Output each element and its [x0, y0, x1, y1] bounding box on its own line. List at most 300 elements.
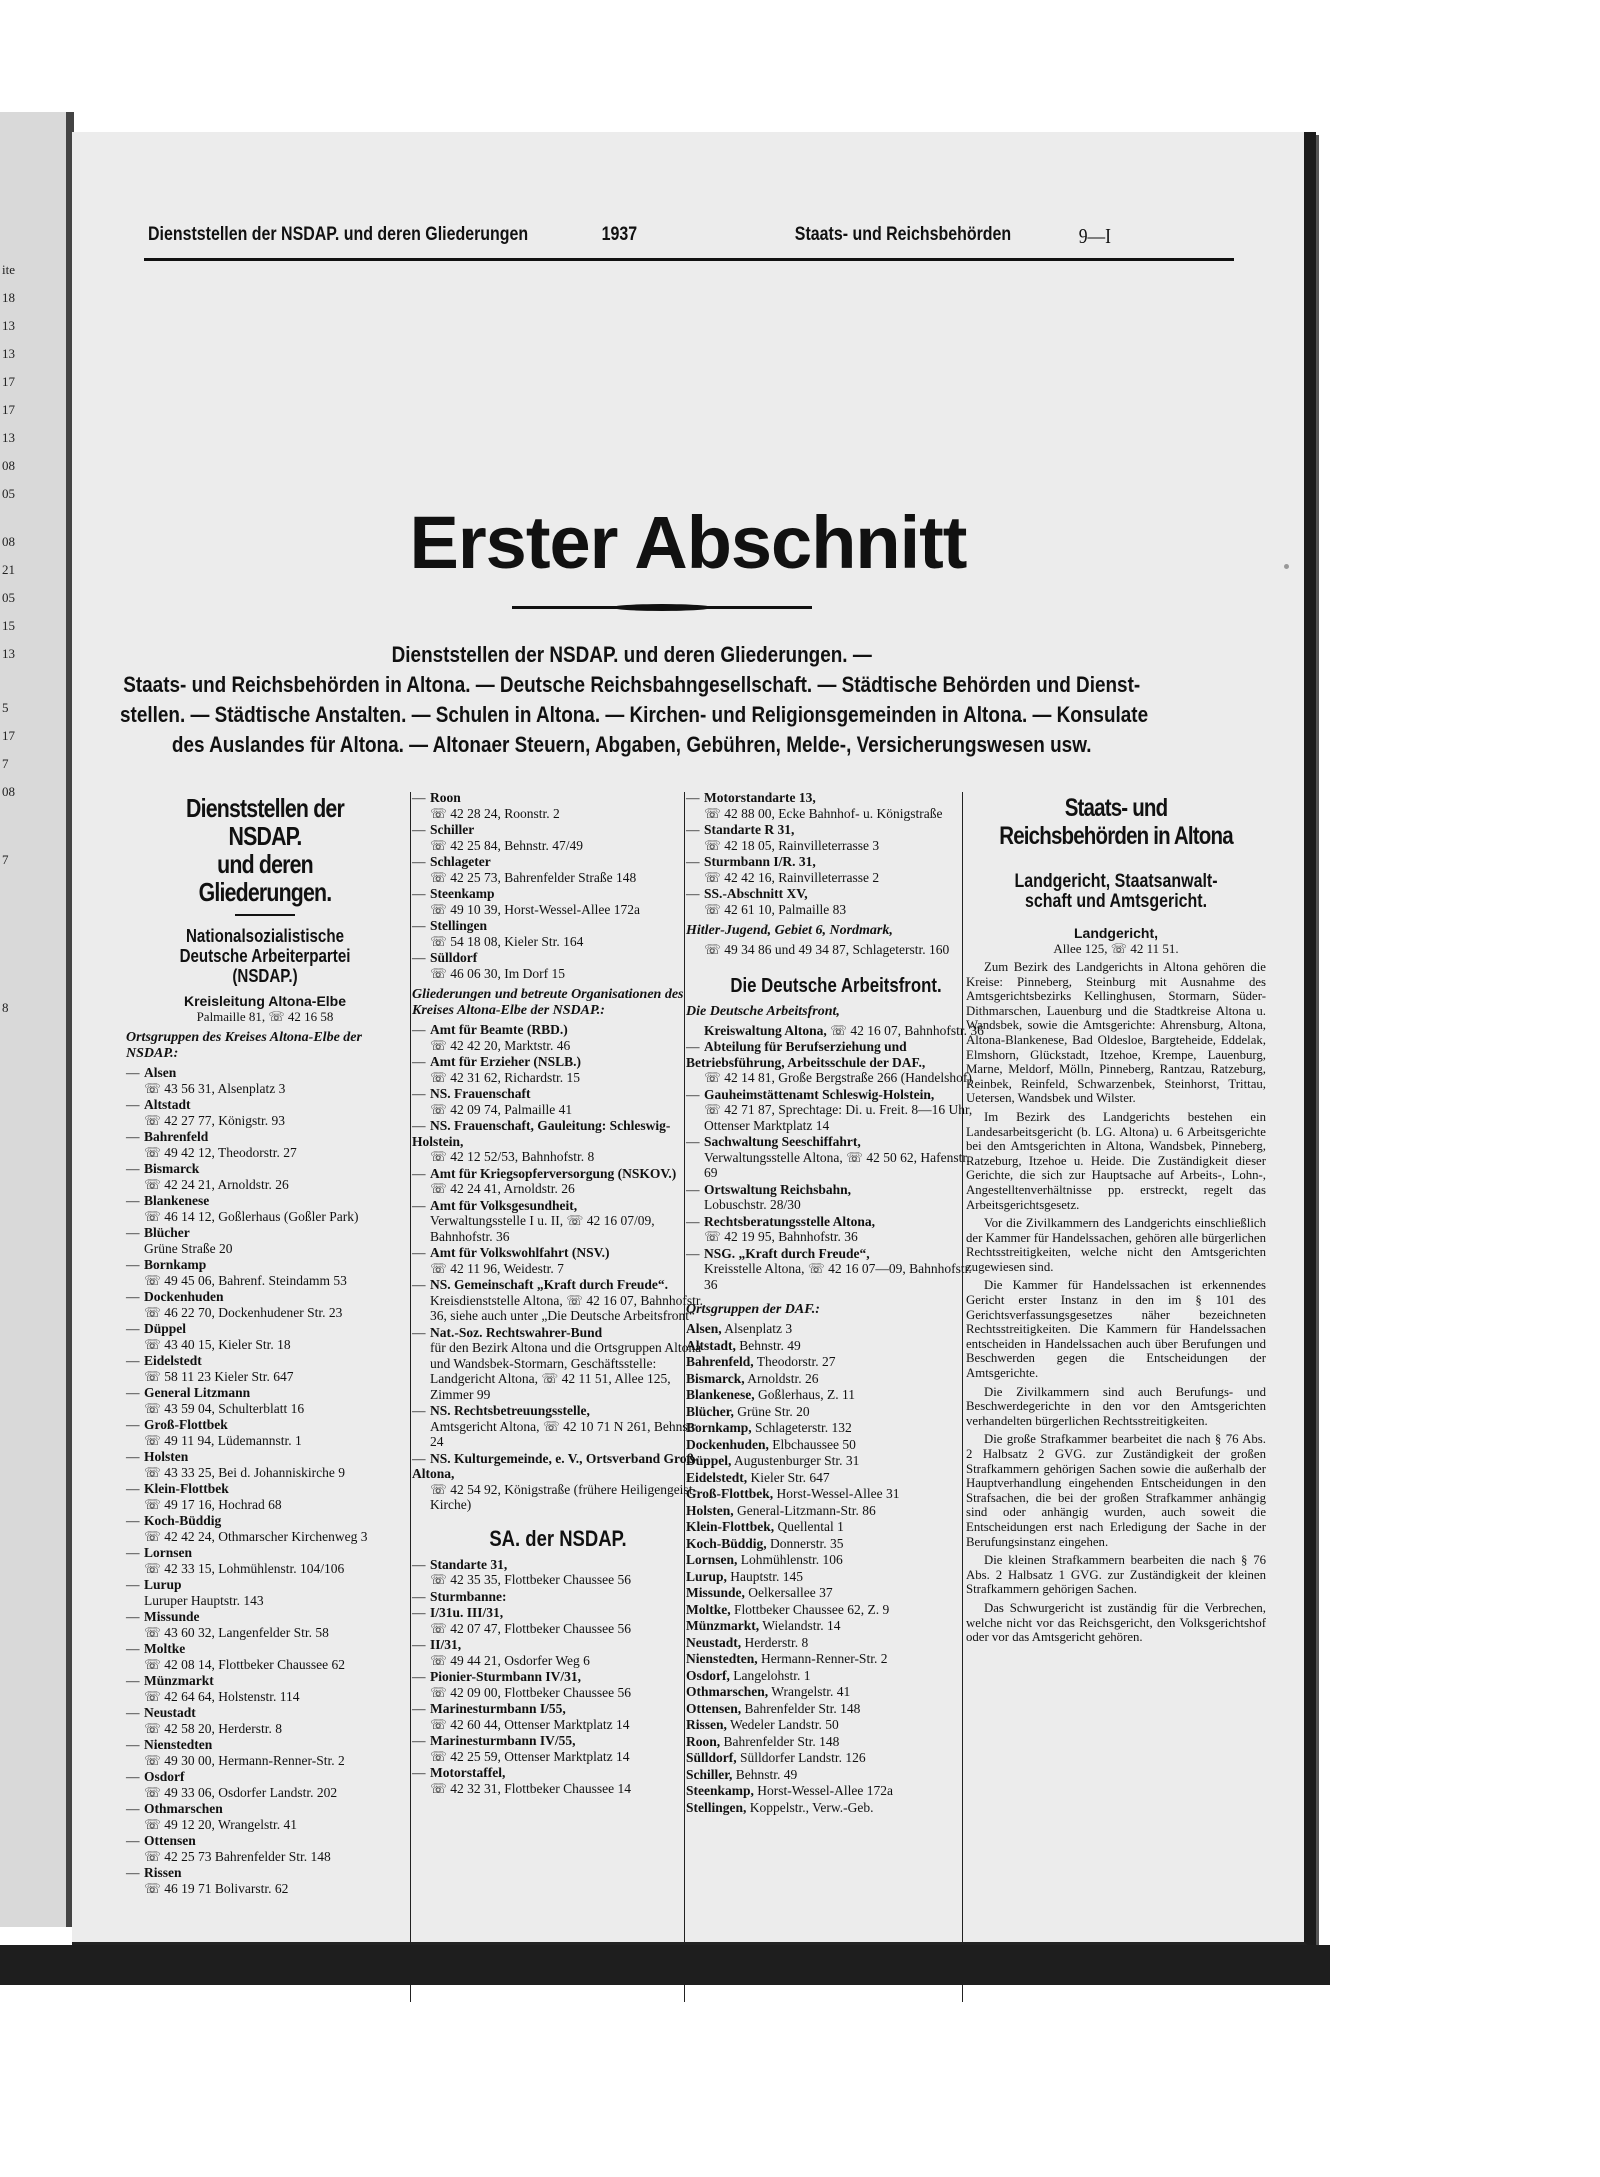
- list-item: [686, 1404, 986, 1420]
- entry-name: Ottensen,: [686, 1700, 742, 1716]
- landgericht-heading: Landgericht, Staatsanwalt- schaft und Amtsgericht.: [1014, 871, 1218, 912]
- entry-name: Bismarck: [144, 1161, 200, 1176]
- list-dash: —: [412, 950, 426, 965]
- list-item: [412, 790, 704, 821]
- list-item: [686, 1503, 986, 1519]
- list-item: [412, 1557, 704, 1588]
- list-item: [126, 1641, 404, 1672]
- list-item: [686, 1651, 986, 1667]
- margin-number: 13: [2, 318, 15, 333]
- list-item: [412, 1669, 704, 1700]
- list-item: [686, 1371, 986, 1387]
- entry-detail: ☏ 42 09 00, Flottbeker Chaussee 56: [430, 1684, 631, 1700]
- margin-number: 13: [2, 346, 15, 361]
- list-dash: —: [126, 1129, 140, 1144]
- list-item: [126, 1065, 404, 1096]
- entry-detail: ☏ 42 58 20, Herderstr. 8: [144, 1720, 282, 1736]
- entry-name: Bahrenfeld,: [686, 1354, 754, 1369]
- entry-detail: Wrangelstr. 41: [771, 1684, 851, 1699]
- entry-name: Rissen,: [686, 1717, 727, 1732]
- entry-detail: Langelohstr. 1: [733, 1667, 811, 1683]
- column-3: [686, 790, 986, 1816]
- entry-detail: ☏ 42 42 20, Marktstr. 46: [430, 1037, 571, 1053]
- list-item: [686, 1470, 986, 1486]
- entry-detail: ☏ 49 12 20, Wrangelstr. 41: [144, 1816, 297, 1832]
- list-item: [686, 1569, 986, 1585]
- entry-detail: ☏ 43 56 31, Alsenplatz 3: [144, 1080, 286, 1096]
- list-dash: —: [126, 1289, 140, 1304]
- list-dash: —: [686, 1245, 700, 1261]
- list-item: [686, 1519, 986, 1535]
- entry-name: Bornkamp: [144, 1257, 207, 1272]
- entry-detail: ☏ 58 11 23 Kieler Str. 647: [144, 1368, 294, 1384]
- landgericht-description: [966, 960, 1266, 1645]
- list-item: [686, 854, 986, 885]
- list-item: [412, 1451, 704, 1513]
- list-item: [126, 1705, 404, 1736]
- sa-heading: SA. der NSDAP.: [489, 1525, 627, 1551]
- list-item: [412, 1245, 704, 1276]
- list-item: [412, 1277, 704, 1324]
- staats-heading: Staats- und Reichsbehörden in Altona: [999, 794, 1233, 850]
- entry-detail: ☏ 43 33 25, Bei d. Johanniskirche 9: [144, 1464, 345, 1480]
- list-item: [412, 1733, 704, 1764]
- list-item: [412, 1701, 704, 1732]
- entry-detail: Elbchaussee 50: [772, 1436, 856, 1452]
- list-dash: —: [412, 1733, 426, 1748]
- list-item: [412, 822, 704, 853]
- scan-bottom-edge: [0, 1945, 1330, 1985]
- list-item: [686, 1668, 986, 1684]
- entry-name: Eidelstedt: [144, 1353, 202, 1368]
- list-item: [126, 1769, 404, 1800]
- entry-name: Blankenese,: [686, 1387, 755, 1402]
- sa-list-continued: [686, 790, 986, 917]
- entry-detail: Alsenplatz 3: [724, 1321, 793, 1336]
- entry-detail: ☏ 54 18 08, Kieler Str. 164: [430, 933, 584, 949]
- entry-name: Rechtsberatungsstelle Altona,: [704, 1213, 875, 1229]
- entry-name: Blücher,: [686, 1403, 734, 1419]
- entry-detail: ☏ 49 45 06, Bahrenf. Steindamm 53: [144, 1272, 347, 1288]
- list-item: [686, 822, 986, 853]
- list-item: [686, 1087, 986, 1134]
- paragraph: Zum Bezirk des Landgerichts in Altona gehören die Kreise: Pinneberg, Steinburg mit Ausnahme des Amtsgerichtsbezirks Kellinghusen, Stormarn, Süder-Dithmarschen, Lauenburg und die Stadtkreise Altona u. Wandsbek, sowie die Amtsgerichte: Ahrensburg, Altona, Altona-Blankenese, Bad Oldesloe, Bargteheide, Eddelak, Elmshorn, Glückstadt, Itzehoe, Krempe, Lauenburg, Marne, Meldorf, Mölln, Pinneberg, Rantzau, Ratzeburg, Reinbek, Reinfeld, Schwarzenbek, Steinhorst, Trittau, Uetersen, Wandsbek und Wilster.: [966, 960, 1266, 1106]
- entry-detail: Kreisdienststelle Altona, ☏ 42 16 07, Bahnhofstr. 36, siehe auch unter „Die Deutsche Arbeitsfront“: [430, 1292, 703, 1323]
- entry-name: I/31u. III/31,: [430, 1605, 504, 1620]
- entry-detail: Lohmühlenstr. 106: [740, 1552, 843, 1567]
- entry-name: Münzmarkt: [144, 1673, 214, 1688]
- list-dash: —: [412, 854, 426, 869]
- entry-detail: Herderstr. 8: [744, 1634, 809, 1650]
- list-item: [412, 1765, 704, 1796]
- scan-background: [0, 0, 1600, 50]
- entry-name: Koch-Büddig,: [686, 1535, 767, 1551]
- margin-number: 05: [2, 486, 15, 501]
- list-dash: —: [412, 1403, 426, 1418]
- list-dash: —: [126, 1769, 140, 1784]
- margin-number: 08: [2, 534, 15, 549]
- list-dash: —: [126, 1865, 140, 1880]
- entry-name: General Litzmann: [144, 1385, 251, 1400]
- list-dash: —: [412, 822, 426, 837]
- column-2: [412, 790, 704, 1797]
- entry-name: Alsen,: [686, 1321, 722, 1336]
- margin-number: 21: [2, 562, 15, 577]
- entry-name: SS.-Abschnitt XV,: [704, 886, 808, 901]
- list-item: [126, 1129, 404, 1160]
- section-summary: [120, 640, 1149, 760]
- entry-name: Groß-Flottbek: [144, 1417, 228, 1432]
- entry-name: Nienstedten,: [686, 1651, 758, 1666]
- entry-detail: Hermann-Renner-Str. 2: [761, 1651, 888, 1666]
- paragraph: Das Schwurgericht ist zuständig für die Verbrechen, welche nicht vor das Reichsgericht, den Volksgerichtshof oder vor das Amtsgericht gehören.: [966, 1600, 1266, 1645]
- entry-name: Motorstaffel,: [430, 1765, 506, 1780]
- entry-name: Nienstedten: [144, 1737, 213, 1752]
- list-item: [686, 886, 986, 917]
- gliederungen-list: [412, 1022, 704, 1513]
- margin-number: 17: [2, 374, 15, 389]
- entry-name: Klein-Flottbek,: [686, 1519, 775, 1534]
- entry-detail: ☏ 42 12 52/53, Bahnhofstr. 8: [430, 1149, 595, 1164]
- list-item: [412, 854, 704, 885]
- entry-name: Bahrenfeld: [144, 1129, 209, 1144]
- entry-detail: ☏ 42 25 73 Bahrenfelder Str. 148: [144, 1848, 331, 1864]
- entry-detail: ☏ 49 30 00, Hermann-Renner-Str. 2: [144, 1752, 345, 1768]
- entry-name: NS. Kulturgemeinde, e. V., Ortsverband Groß-Altona,: [412, 1450, 699, 1481]
- divider: [235, 914, 295, 916]
- list-dash: —: [412, 1277, 426, 1292]
- list-dash: —: [126, 1545, 140, 1560]
- entry-detail: ☏ 42 09 74, Palmaille 41: [430, 1101, 573, 1117]
- entry-name: Sülldorf,: [686, 1750, 737, 1765]
- entry-name: Schiller,: [686, 1766, 733, 1782]
- summary-line: des Auslandes für Altona. — Altonaer Steuern, Abgaben, Gebühren, Melde-, Versicherungswesen usw.: [171, 732, 1092, 757]
- margin-number: 13: [2, 430, 15, 445]
- entry-detail: Luruper Hauptstr. 143: [144, 1592, 264, 1608]
- entry-detail: ☏ 42 07 47, Flottbeker Chaussee 56: [430, 1620, 631, 1636]
- margin-number: 05: [2, 590, 15, 605]
- list-item: [412, 1325, 704, 1403]
- list-item: [412, 886, 704, 917]
- list-dash: —: [412, 1086, 426, 1101]
- entry-detail: General-Litzmann-Str. 86: [737, 1502, 876, 1518]
- entry-name: Neustadt,: [686, 1634, 742, 1650]
- landgericht-address: Allee 125, ☏ 42 11 51.: [1053, 941, 1179, 956]
- list-dash: —: [126, 1353, 140, 1368]
- entry-name: Missunde: [144, 1609, 200, 1624]
- entry-name: Eidelstedt,: [686, 1469, 748, 1485]
- list-item: [126, 1737, 404, 1768]
- list-dash: —: [126, 1065, 140, 1080]
- list-dash: —: [412, 1637, 426, 1652]
- entry-name: Roon,: [686, 1733, 721, 1749]
- list-item: [126, 1321, 404, 1352]
- entry-name: II/31,: [430, 1637, 462, 1652]
- list-dash: —: [412, 790, 426, 805]
- list-item: [412, 1605, 704, 1636]
- entry-name: Missunde,: [686, 1585, 745, 1600]
- landgericht-name: Landgericht,: [1073, 925, 1158, 941]
- entry-detail: ☏ 42 31 62, Richardstr. 15: [430, 1069, 580, 1085]
- entry-name: NS. Rechtsbetreuungsstelle,: [430, 1403, 590, 1418]
- entry-name: Amt für Kriegsopferversorgung (NSKOV.): [430, 1165, 677, 1181]
- list-dash: —: [126, 1513, 140, 1528]
- list-item: [126, 1193, 404, 1224]
- og-daf-list: [686, 1321, 986, 1815]
- margin-number: 7: [2, 756, 9, 771]
- entry-name: Düppel: [144, 1321, 187, 1336]
- list-dash: —: [126, 1225, 140, 1240]
- list-item: [412, 1198, 704, 1245]
- list-dash: —: [126, 1321, 140, 1336]
- list-item: [686, 1321, 986, 1337]
- list-item: [412, 1166, 704, 1197]
- entry-name: Othmarschen,: [686, 1684, 769, 1699]
- list-item: [686, 1134, 986, 1181]
- entry-detail: Grüne Straße 20: [144, 1240, 233, 1256]
- list-item: [412, 918, 704, 949]
- page-number: 9—I: [1078, 224, 1112, 248]
- entry-name: Roon: [430, 790, 461, 805]
- entry-name: Holsten: [144, 1449, 189, 1464]
- entry-detail: ☏ 49 10 39, Horst-Wessel-Allee 172a: [430, 901, 641, 917]
- header-year: 1937: [601, 224, 638, 245]
- list-dash: —: [412, 918, 426, 933]
- list-item: [412, 1589, 704, 1605]
- entry-detail: ☏ 42 42 24, Othmarscher Kirchenweg 3: [144, 1528, 368, 1544]
- list-dash: —: [126, 1801, 140, 1816]
- column-4: [966, 790, 1266, 1649]
- daf-list: [686, 1039, 986, 1292]
- entry-name: Rissen: [144, 1865, 182, 1880]
- entry-detail: Horst-Wessel-Allee 31: [776, 1486, 900, 1501]
- entry-detail: ☏ 42 19 95, Bahnhofstr. 36: [704, 1229, 858, 1244]
- kreisleitung-name: Kreisleitung Altona-Elbe: [183, 993, 347, 1009]
- list-item: [686, 1552, 986, 1568]
- entry-detail: ☏ 42 24 21, Arnoldstr. 26: [144, 1176, 289, 1192]
- list-item: [126, 1801, 404, 1832]
- entry-name: Groß-Flottbek,: [686, 1486, 774, 1501]
- list-dash: —: [686, 1039, 700, 1054]
- hj-heading: Hitler-Jugend, Gebiet 6, Nordmark,: [686, 923, 893, 938]
- entry-detail: ☏ 49 33 06, Osdorfer Landstr. 202: [144, 1784, 338, 1800]
- list-item: [686, 1437, 986, 1453]
- entry-detail: Lobuschstr. 28/30: [704, 1197, 801, 1212]
- list-item: [412, 1403, 704, 1450]
- list-item: [686, 1246, 986, 1293]
- list-dash: —: [412, 1765, 426, 1780]
- list-dash: —: [126, 1417, 140, 1432]
- list-dash: —: [686, 822, 700, 837]
- entry-name: Neustadt: [144, 1705, 196, 1720]
- entry-name: NS. Frauenschaft, Gauleitung: Schleswig-Holstein,: [412, 1118, 671, 1149]
- entry-detail: Behnstr. 49: [735, 1766, 798, 1782]
- entry-detail: ☏ 49 42 12, Theodorstr. 27: [144, 1144, 297, 1160]
- list-dash: —: [126, 1257, 140, 1272]
- entry-detail: Wielandstr. 14: [762, 1618, 841, 1633]
- entry-name: Schlageter: [430, 854, 491, 869]
- gliederungen-heading: Gliederungen und betreute Organisationen des Kreises Altona-Elbe der NSDAP.:: [412, 987, 684, 1018]
- list-dash: —: [412, 1197, 426, 1213]
- list-item: [686, 1717, 986, 1733]
- entry-detail: Horst-Wessel-Allee 172a: [757, 1783, 894, 1798]
- list-dash: —: [412, 1165, 426, 1181]
- entry-detail: ☏ 42 71 87, Sprechtage: Di. u. Freit. 8—16 Uhr, Ottenser Marktplatz 14: [704, 1102, 973, 1133]
- list-item: [412, 1054, 704, 1085]
- entry-detail: ☏ 42 88 00, Ecke Bahnhof- u. Königstraße: [704, 805, 943, 821]
- list-dash: —: [126, 1193, 140, 1208]
- entry-detail: ☏ 42 60 44, Ottenser Marktplatz 14: [430, 1716, 630, 1732]
- entry-detail: Goßlerhaus, Z. 11: [758, 1387, 855, 1402]
- entry-name: Sachwaltung Seeschiffahrt,: [704, 1134, 861, 1149]
- entry-name: Blücher: [144, 1225, 190, 1240]
- entry-detail: Wedeler Landstr. 50: [730, 1717, 839, 1732]
- list-dash: —: [686, 854, 700, 869]
- entry-detail: ☏ 43 59 04, Schulterblatt 16: [144, 1400, 305, 1416]
- list-item: [412, 1118, 704, 1165]
- list-item: [686, 1182, 986, 1213]
- entry-name: Altstadt,: [686, 1337, 736, 1353]
- list-dash: —: [686, 1134, 700, 1149]
- document-page: [72, 132, 1316, 1952]
- entry-name: Marinesturmbann IV/55,: [430, 1733, 576, 1748]
- list-dash: —: [412, 1118, 426, 1133]
- list-dash: —: [412, 1450, 426, 1466]
- margin-number: 5: [2, 700, 9, 715]
- list-dash: —: [686, 886, 700, 901]
- list-item: [686, 1701, 986, 1717]
- entry-name: Stellingen,: [686, 1799, 747, 1815]
- paragraph: Vor die Zivilkammern des Landgerichts einschließlich der Kammer für Handelssachen, gehören alle bürgerlichen Rechtsstreitigkeiten, welche nicht den Amtsgerichten zugewiesen sind.: [966, 1216, 1266, 1274]
- entry-name: Blankenese: [144, 1193, 210, 1208]
- daf-kreiswaltung: Kreiswaltung Altona, ☏ 42 16 07, Bahnhofstr. 36: [704, 1022, 984, 1038]
- entry-name: Standarte 31,: [430, 1556, 508, 1572]
- list-item: [126, 1833, 404, 1864]
- list-item: [412, 950, 704, 981]
- header-left-title: Dienststellen der NSDAP. und deren Gliederungen: [148, 224, 529, 245]
- entry-name: Moltke: [144, 1641, 186, 1656]
- entry-name: Osdorf: [144, 1769, 185, 1784]
- paragraph: Im Bezirk des Landgerichts bestehen ein Landesarbeitsgericht (b. LG. Altona) u. 6 Arbeitsgerichte bei den Amtsgerichten in Altona, Wandsbek, Pinneberg, Ratzeburg, Itzehoe u. Heide. Die Zuständigkeit dieser Gerichte, die sich zur Hauptsache auf Arbeits-, Lohn-, Angestelltenverhältnisse pp. erstreckt, regelt das Arbeitsgerichtsgesetz.: [966, 1109, 1266, 1212]
- list-item: [686, 1783, 986, 1799]
- entry-name: Ortswaltung Reichsbahn,: [704, 1181, 852, 1197]
- list-dash: —: [126, 1097, 140, 1112]
- list-item: [686, 1635, 986, 1651]
- list-item: [686, 790, 986, 821]
- entry-name: Amt für Erzieher (NSLB.): [430, 1054, 581, 1069]
- sa-list: [412, 1557, 704, 1797]
- entry-name: Ottensen: [144, 1833, 196, 1848]
- entry-detail: Amtsgericht Altona, ☏ 42 10 71 N 261, Behnstr. 24: [430, 1418, 699, 1449]
- paragraph: Die Zivilkammern sind auch Berufungs- und Beschwerdegerichte in den vor den Amtsgerichten verhandelten bürgerlichen Rechtsstreitigkeiten.: [966, 1384, 1266, 1428]
- list-item: [686, 1453, 986, 1469]
- entry-detail: ☏ 49 11 94, Lüdemannstr. 1: [144, 1432, 302, 1448]
- entry-detail: Schlageterstr. 132: [755, 1420, 852, 1435]
- entry-detail: ☏ 42 24 41, Arnoldstr. 26: [430, 1181, 575, 1196]
- list-dash: —: [412, 1022, 426, 1037]
- entry-name: Pionier-Sturmbann IV/31,: [430, 1669, 582, 1684]
- list-dash: —: [126, 1737, 140, 1752]
- margin-number: 7: [2, 852, 9, 867]
- list-item: [412, 1086, 704, 1117]
- entry-name: Abteilung für Berufserziehung und Betriebsführung, Arbeitsschule der DAF.,: [686, 1039, 926, 1070]
- entry-name: Marinesturmbann I/55,: [430, 1701, 566, 1716]
- entry-name: Lornsen: [144, 1545, 193, 1560]
- list-item: [686, 1338, 986, 1354]
- list-dash: —: [412, 1588, 426, 1604]
- list-item: [126, 1225, 404, 1256]
- list-item: [126, 1257, 404, 1288]
- list-item: [686, 1750, 986, 1766]
- list-item: [686, 1602, 986, 1618]
- entry-detail: ☏ 42 35 35, Flottbeker Chaussee 56: [430, 1572, 631, 1587]
- entry-detail: ☏ 42 61 10, Palmaille 83: [704, 901, 847, 917]
- margin-number: 13: [2, 646, 15, 661]
- list-item: [686, 1800, 986, 1816]
- entry-name: Lornsen,: [686, 1552, 738, 1567]
- list-item: [686, 1536, 986, 1552]
- entry-name: Steenkamp: [430, 886, 495, 901]
- list-item: [126, 1577, 404, 1608]
- title-ornament-center: [612, 604, 712, 611]
- entry-name: Motorstandarte 13,: [704, 790, 816, 805]
- header-right-title: Staats- und Reichsbehörden: [794, 224, 1012, 245]
- entry-detail: ☏ 42 27 77, Königstr. 93: [144, 1112, 286, 1128]
- entry-detail: ☏ 42 54 92, Königstraße (frühere Heiligengeist-Kirche): [430, 1481, 697, 1512]
- paragraph: Die kleinen Strafkammern bearbeiten die nach § 76 Abs. 2 Halbsatz 1 GVG. zur Zuständigkeit der kleinen Strafkammern gehörigen Sachen.: [966, 1553, 1266, 1597]
- entry-detail: Oelkersallee 37: [748, 1585, 833, 1600]
- entry-name: Holsten,: [686, 1502, 734, 1518]
- running-header: [148, 224, 1112, 254]
- entry-name: Lurup,: [686, 1568, 727, 1584]
- entry-detail: ☏ 46 06 30, Im Dorf 15: [430, 965, 565, 981]
- ortsgruppen-heading: Ortsgruppen des Kreises Altona-Elbe der NSDAP.:: [126, 1030, 362, 1061]
- list-dash: —: [126, 1609, 140, 1624]
- entry-name: Dockenhuden,: [686, 1436, 769, 1452]
- entry-name: Othmarschen: [144, 1801, 223, 1816]
- list-item: [126, 1161, 404, 1192]
- list-item: [126, 1481, 404, 1512]
- list-item: [126, 1609, 404, 1640]
- list-dash: —: [126, 1673, 140, 1688]
- entry-name: NS. Gemeinschaft „Kraft durch Freude“.: [430, 1277, 668, 1292]
- entry-detail: Behnstr. 49: [739, 1337, 801, 1353]
- entry-detail: für den Bezirk Altona und die Ortsgruppen Altona und Wandsbek-Stormarn, Geschäftsstelle: Landgericht Altona, ☏ 42 11 51, Allee 125, Zimmer 99: [430, 1340, 702, 1402]
- margin-number: 18: [2, 290, 15, 305]
- entry-detail: ☏ 43 40 15, Kieler Str. 18: [144, 1336, 291, 1352]
- list-dash: —: [412, 1669, 426, 1684]
- entry-detail: ☏ 42 25 59, Ottenser Marktplatz 14: [430, 1748, 630, 1764]
- summary-line: Dienststellen der NSDAP. und deren Gliederungen. —: [391, 642, 872, 667]
- list-item: [126, 1545, 404, 1576]
- list-dash: —: [686, 1086, 700, 1102]
- ortsgruppen-list: [126, 1065, 404, 1896]
- entry-detail: Quellental 1: [777, 1519, 844, 1534]
- margin-number: 17: [2, 728, 15, 743]
- entry-name: Nat.-Soz. Rechtswahrer-Bund: [430, 1324, 603, 1340]
- entry-detail: ☏ 42 25 73, Bahrenfelder Straße 148: [430, 869, 637, 885]
- daf-subheading: Die Deutsche Arbeitsfront,: [686, 1003, 840, 1019]
- list-item: [686, 1039, 986, 1086]
- entry-name: Schiller: [430, 822, 475, 837]
- entry-name: NS. Frauenschaft: [430, 1086, 531, 1101]
- list-dash: —: [412, 1701, 426, 1716]
- entry-detail: ☏ 42 11 96, Weidestr. 7: [430, 1260, 564, 1276]
- margin-number: 08: [2, 784, 15, 799]
- daf-heading: Die Deutsche Arbeitsfront.: [730, 974, 942, 997]
- list-item: [126, 1673, 404, 1704]
- og-daf-heading: Ortsgruppen der DAF.:: [686, 1302, 820, 1317]
